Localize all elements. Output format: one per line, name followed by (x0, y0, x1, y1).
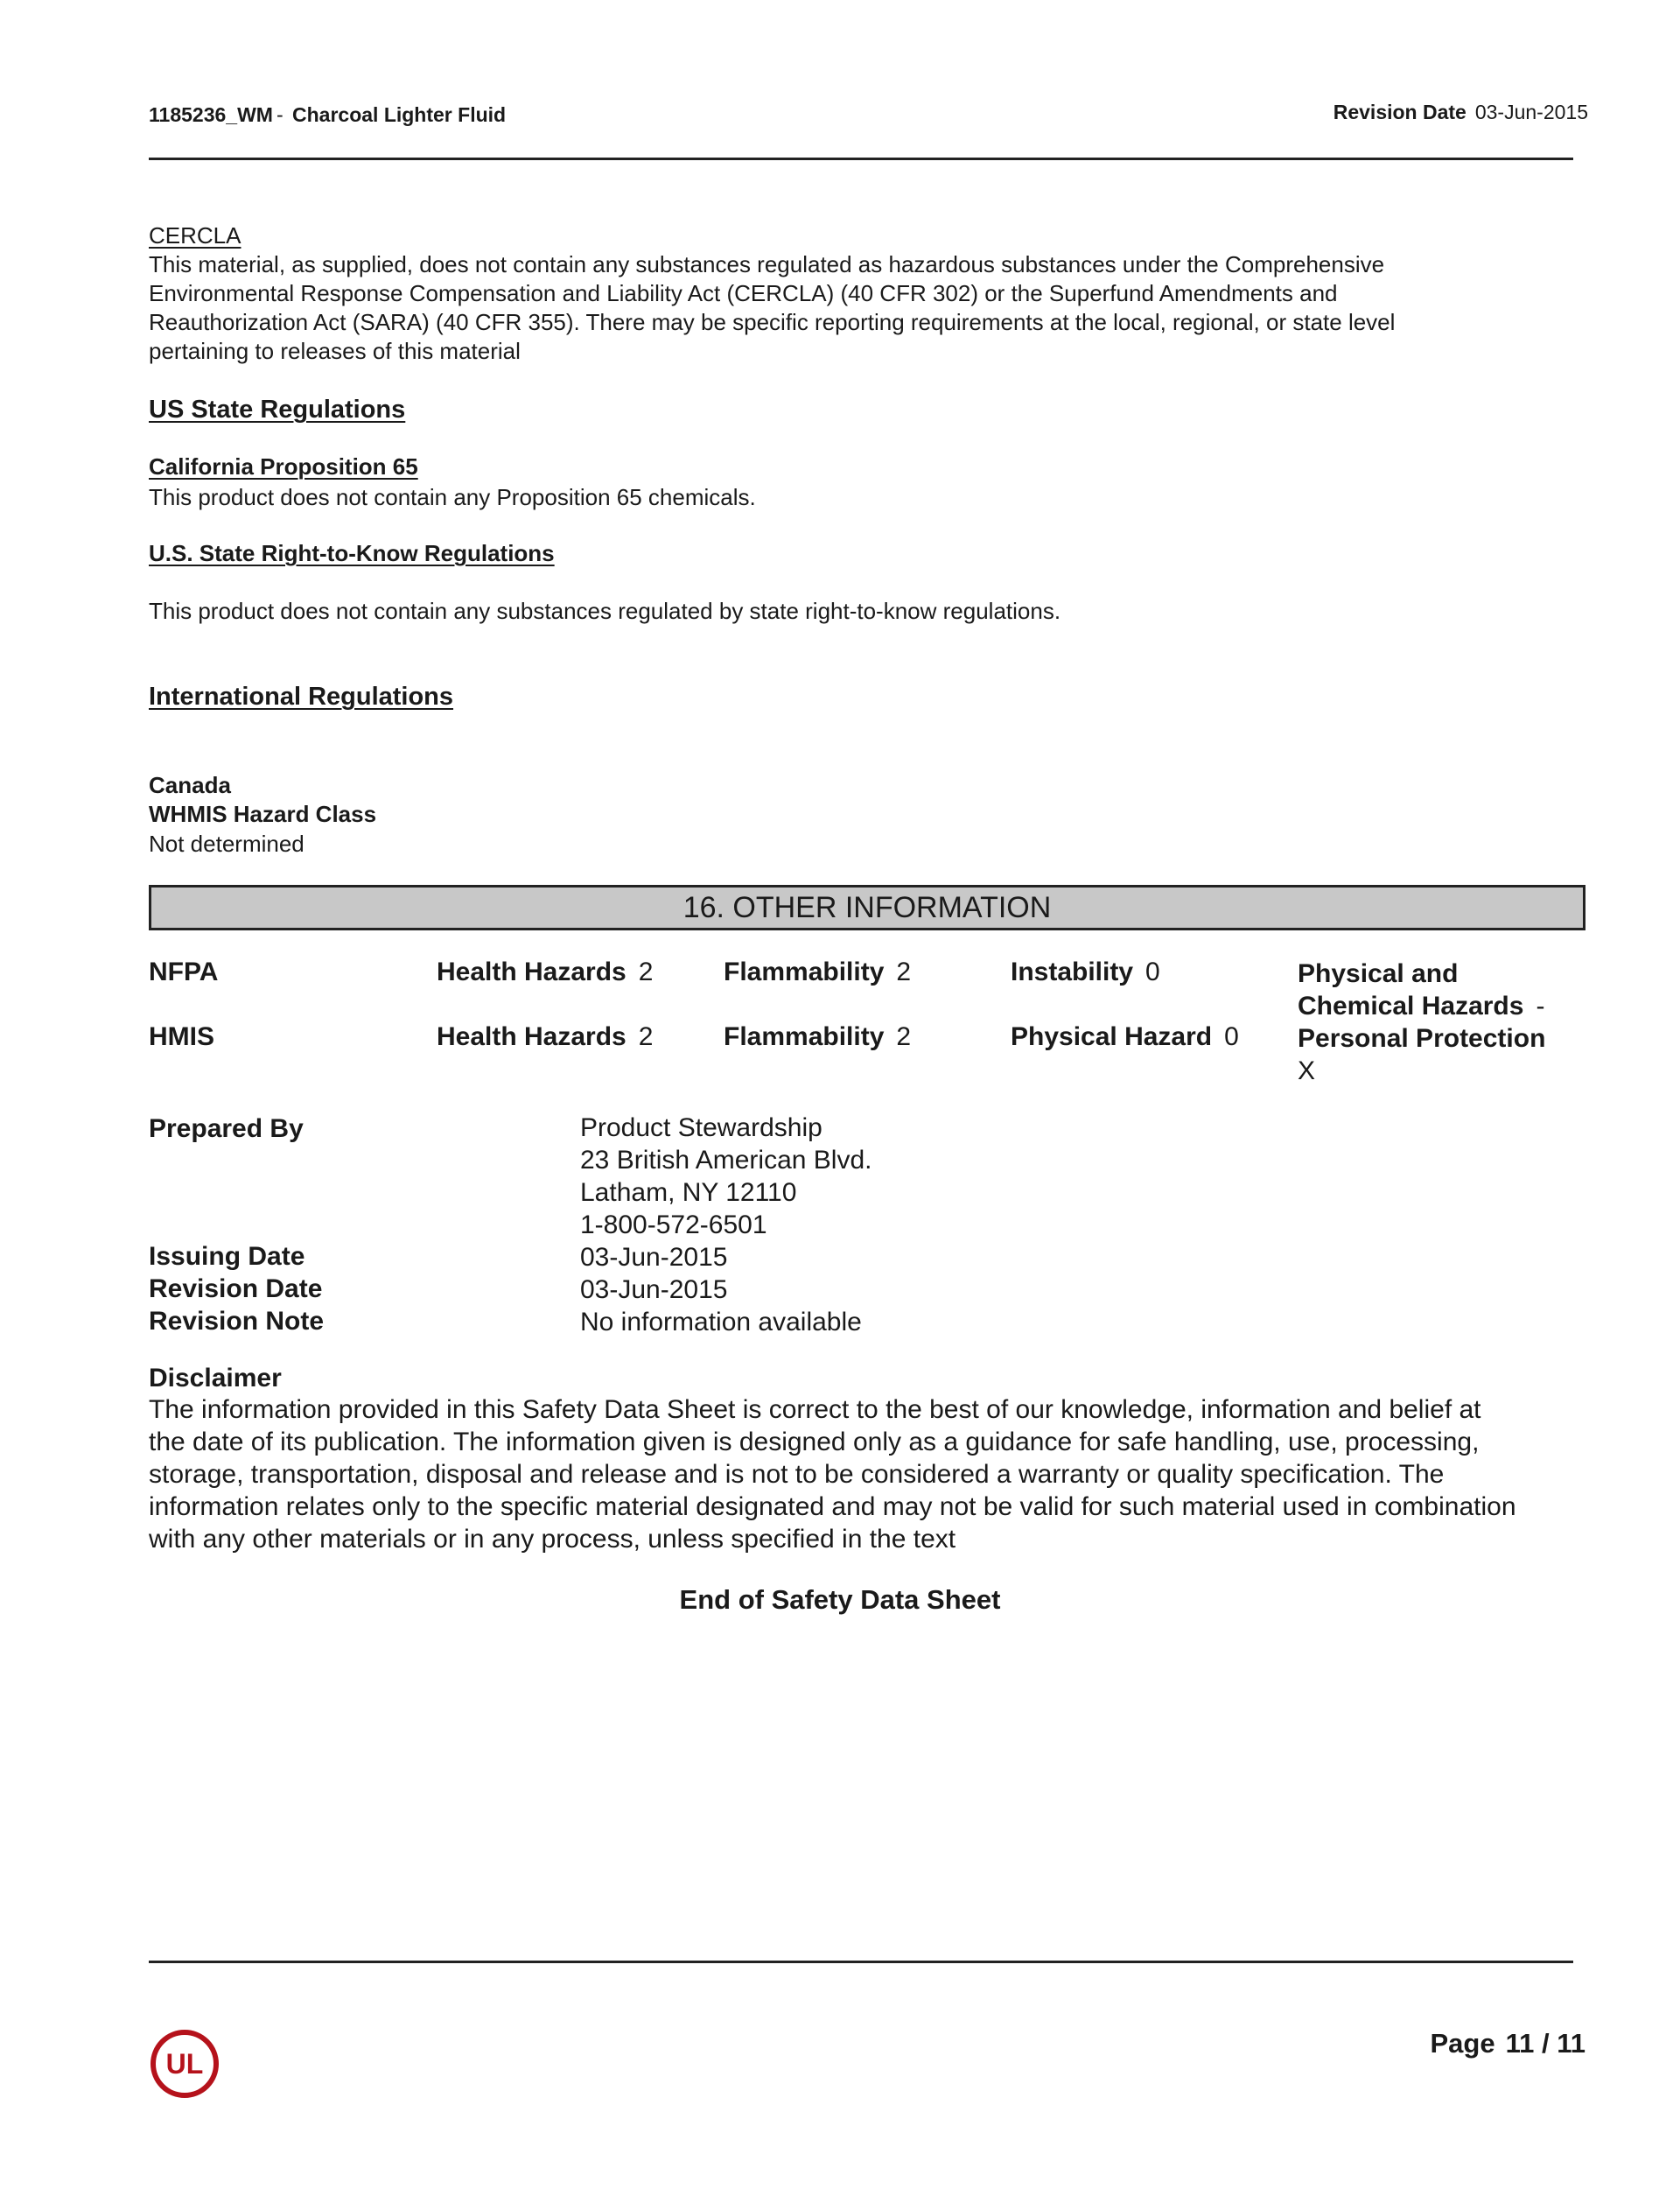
hmis-ppe-value: X (1298, 1056, 1316, 1085)
revision-note-value: No information available (580, 1308, 862, 1337)
nfpa-flammability-label: Flammability (724, 958, 885, 986)
rtk-heading: U.S. State Right-to-Know Regulations (149, 540, 555, 566)
disclaimer-line: with any other materials or in any process, unless specified in the text (149, 1525, 956, 1554)
cercla-line: This material, as supplied, does not contain any substances regulated as hazardous substances under the Comprehensive (149, 251, 1385, 277)
prepared-by-address (580, 1112, 872, 1241)
revision-date-label: Revision Date (149, 1274, 323, 1303)
prop65-heading: California Proposition 65 (149, 453, 418, 480)
nfpa-instability-value: 0 (1145, 958, 1160, 986)
end-of-sheet: End of Safety Data Sheet (679, 1584, 1001, 1615)
disclaimer-line: The information provided in this Safety Data Sheet is correct to the best of our knowledge, information and belief at (149, 1395, 1481, 1424)
hmis-label: HMIS (149, 1022, 214, 1051)
nfpa-instability-label: Instability (1011, 958, 1134, 986)
hmis-health (437, 1022, 653, 1052)
nfpa-special-label-2: Chemical Hazards (1298, 992, 1524, 1021)
document-header-title (149, 103, 506, 127)
hmis-health-label: Health Hazards (437, 1022, 626, 1051)
disclaimer-line: information relates only to the specific material designated and may not be valid for such material used in combination (149, 1492, 1516, 1521)
hmis-physical (1011, 1022, 1239, 1052)
disclaimer-line: storage, transportation, disposal and release and is not to be considered a warranty or quality specification. The (149, 1460, 1445, 1489)
disclaimer-heading: Disclaimer (149, 1364, 282, 1393)
page-label: Page (1430, 2028, 1495, 2059)
whmis-label: WHMIS Hazard Class (149, 801, 377, 827)
revision-note-label: Revision Note (149, 1307, 325, 1336)
cercla-heading: CERCLA (149, 222, 242, 249)
hmis-ppe (1298, 1022, 1545, 1087)
nfpa-special-value: - (1536, 992, 1545, 1021)
ul-logo-icon (149, 2028, 220, 2100)
page-number (1431, 2028, 1586, 2059)
disclaimer-line: the date of its publication. The information given is designed only as a guidance for safe handling, use, processing, (149, 1428, 1480, 1456)
prepared-by-label: Prepared By (149, 1114, 304, 1143)
nfpa-health-value: 2 (638, 958, 654, 986)
hmis-ppe-label: Personal Protection (1298, 1024, 1546, 1053)
product-code: 1185236_WM (149, 103, 273, 126)
nfpa-health (437, 958, 653, 987)
us-state-heading: US State Regulations (149, 396, 406, 424)
international-heading: International Regulations (149, 683, 454, 711)
nfpa-special-label-1: Physical and (1298, 959, 1459, 988)
section-16-title: 16. OTHER INFORMATION (149, 885, 1586, 930)
hmis-flammability-value: 2 (896, 1022, 912, 1051)
prepared-line: 23 British American Blvd. (580, 1146, 872, 1175)
footer-divider (149, 1961, 1573, 1963)
hmis-physical-label: Physical Hazard (1011, 1022, 1213, 1051)
hmis-flammability-label: Flammability (724, 1022, 885, 1051)
ul-logo-text: UL (165, 2048, 204, 2080)
hmis-health-value: 2 (638, 1022, 654, 1051)
hmis-flammability (724, 1022, 911, 1052)
revision-date-value: 03-Jun-2015 (580, 1275, 728, 1304)
nfpa-label: NFPA (149, 958, 219, 986)
hmis-physical-value: 0 (1224, 1022, 1239, 1051)
canada-label: Canada (149, 772, 231, 798)
product-name: Charcoal Lighter Fluid (292, 103, 507, 126)
prop65-text: This product does not contain any Proposition 65 chemicals. (149, 484, 756, 510)
nfpa-flammability-value: 2 (896, 958, 912, 986)
header-revision (1334, 101, 1588, 124)
nfpa-instability (1011, 958, 1160, 987)
cercla-line: Reauthorization Act (SARA) (40 CFR 355). There may be specific reporting requirements at the local, regional, or state level (149, 309, 1396, 335)
whmis-value: Not determined (149, 831, 304, 857)
prepared-line: Latham, NY 12110 (580, 1178, 797, 1207)
issuing-date-label: Issuing Date (149, 1242, 305, 1271)
issuing-date-value: 03-Jun-2015 (580, 1243, 728, 1272)
nfpa-flammability (724, 958, 911, 987)
nfpa-health-label: Health Hazards (437, 958, 626, 986)
cercla-line: Environmental Response Compensation and Liability Act (CERCLA) (40 CFR 302) or the Superfund Amendments and (149, 280, 1338, 306)
page-value: 11 / 11 (1505, 2028, 1586, 2059)
nfpa-special (1298, 958, 1544, 1022)
rtk-text: This product does not contain any substances regulated by state right-to-know regulations. (149, 598, 1061, 624)
disclaimer-text (149, 1393, 1592, 1555)
header-revision-label: Revision Date (1333, 101, 1466, 123)
header-divider (149, 158, 1573, 160)
prepared-line: Product Stewardship (580, 1113, 822, 1142)
header-separator: - (276, 103, 284, 126)
prepared-line: 1-800-572-6501 (580, 1210, 767, 1239)
header-revision-date: 03-Jun-2015 (1474, 101, 1588, 123)
cercla-paragraph (149, 250, 1584, 366)
cercla-line: pertaining to releases of this material (149, 338, 521, 364)
